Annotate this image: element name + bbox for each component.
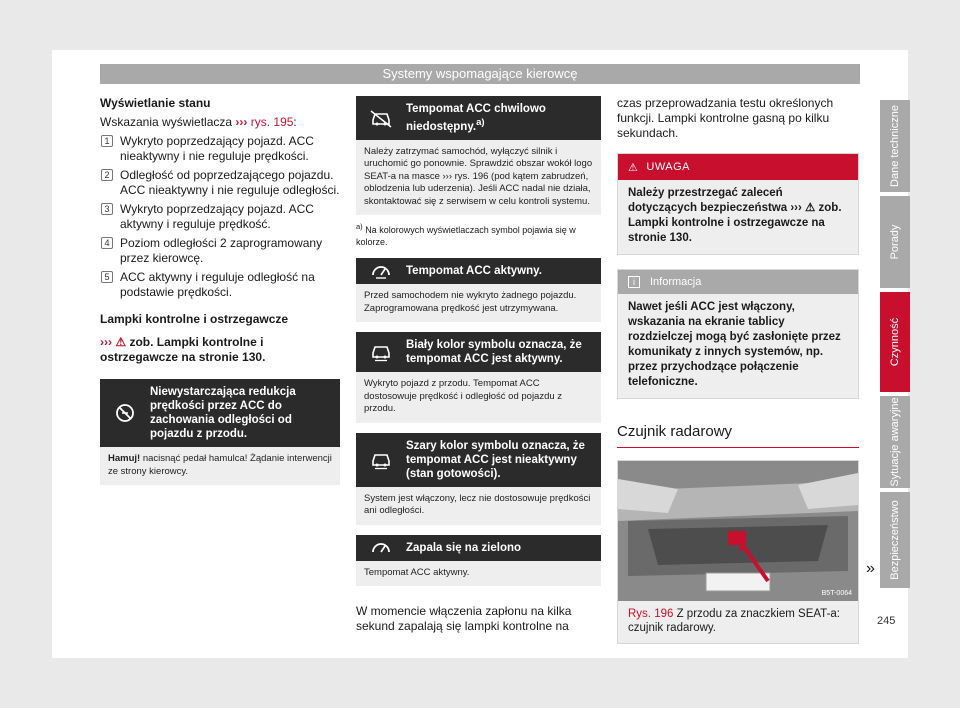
warning-triangle-icon: ⚠ [628,161,639,174]
figure-caption: Rys. 196 Z przodu za znaczkiem SEAT-a: czujnik radarowy. [628,608,840,634]
list-item: 4 Poziom odległości 2 zaprogramowany przez kierowcę. [100,236,340,266]
indicator-header [356,332,601,372]
list-item: 5 ACC aktywny i reguluje odległość na podstawie prędkości. [100,270,340,300]
info-box [617,269,859,399]
indicator-body: Wykryto pojazd z przodu. Tempomat ACC dostosowuje prędkość i odległość od pojazdu z przodu. [364,378,563,415]
info-text: Nawet jeśli ACC jest włączony, wskazania na ekranie tablicy rozdzielczej mogą być zasłonięte przez komunikaty z innych systemów, np. przez przychodzące połączenie telefoniczne. [618,294,858,398]
lamps-heading: Lampki kontrolne i ostrzegawcze [100,312,289,326]
page-header: Systemy wspomagające kierowcę [100,64,860,84]
column-2 [356,96,601,634]
info-header: i Informacja [618,270,858,294]
item-number: 3 [101,203,113,215]
xref-arrows: ››› [235,115,248,129]
list-item: 1 Wykryto poprzedzający pojazd. ACC nieaktywny i nie reguluje prędkości. [100,134,340,164]
indicator-box-acc-active [356,258,601,322]
indicator-box-gray [356,433,601,525]
indicator-title: Niewystarczająca redukcja prędkości przez ACC do zachowania odległości od pojazdu z przodu. [150,386,296,440]
indicator-title: Biały kolor symbolu oznacza, że tempomat ACC jest aktywny. [406,339,582,366]
acc-speedometer-green-icon [356,539,406,557]
indicator-title: Tempomat ACC chwilowo niedostępny.$^{a)}$ [406,103,546,133]
continued-text: czas przeprowadzania testu określonych funkcji. Lampki kontrolne gasną po kilku sekundach. [617,96,834,140]
indicator-title: Szary kolor symbolu oznacza, że tempomat ACC jest nieaktywny (stan gotowości). [406,439,585,480]
warning-box [617,153,859,255]
indicator-title: Tempomat ACC aktywny. [406,265,542,278]
acc-car-ahead-icon [356,342,406,362]
indicator-box-green [356,535,601,587]
page-number: 245 [877,615,896,627]
indicator-body: Hamuj! nacisnąć pedał hamulca! Żądanie interwencji ze strony kierowcy. [108,453,332,477]
figure-link[interactable]: rys. 195 [250,115,294,129]
column-1 [100,96,340,485]
lamps-reference[interactable]: ››› ⚠ zob. Lampki kontrolne i ostrzegawcze na stronie 130. [100,335,266,364]
item-number: 2 [101,169,113,181]
indicator-body: Przed samochodem nie wykryto żadnego pojazdu. Zaprogramowana prędkość jest utrzymywana. [364,290,577,314]
warning-text: Należy przestrzegać zaleceń dotyczących bezpieczeństwa ››› ⚠ zob. Lampki kontrolne i ostrzegawcze na stronie 130. [618,180,858,254]
figure-radar-sensor [617,460,859,644]
info-icon: i [628,276,640,288]
tab-porady[interactable]: Porady [880,196,910,288]
continue-mark: » [866,560,875,577]
footnote: $^{a)}$ Na kolorowych wyświetlaczach symbol pojawia się w kolorze. [356,222,576,248]
tab-dane-techniczne[interactable]: Dane techniczne [880,100,910,192]
indicator-body: Tempomat ACC aktywny. [364,566,470,578]
column-3 [617,96,859,644]
indicator-body: System jest włączony, lecz nie dostosowuje prędkości ani odległości. [364,492,591,517]
tab-sytuacje-awaryjne[interactable]: Sytuacje awaryjne [880,396,910,488]
acc-car-fault-icon [356,108,406,128]
figure-code: B5T-0064 [821,590,852,597]
indicator-header [100,379,340,447]
acc-car-standby-icon [356,450,406,470]
indicator-header [356,535,601,561]
indicator-body: Należy zatrzymać samochód, wyłączyć silnik i uruchomić go ponownie. Sprawdzić obszar wokół logo SEAT-a na masce ››› rys. 196 (pod kątem zabrudzeń, oblodzenia lub uderzenia). Jeśli ACC nadal nie działa, skontaktować się z serwisem w celu kontroli systemu. [364,145,593,207]
indicator-box-brake [100,379,340,485]
status-intro: Wskazania wyświetlacza ››› rys. 195: [100,115,297,129]
tab-bezpieczenstwo[interactable]: Bezpieczeństwo [880,492,910,588]
indicator-title: Zapala się na zielono [406,541,522,554]
side-tabs [880,100,910,592]
indicator-box-unavailable [356,96,601,215]
indicator-header [356,96,601,140]
acc-speedometer-icon [356,262,406,280]
ignition-text: W momencie włączenia zapłonu na kilka sekund zapalają się lampki kontrolne na [356,604,572,634]
warning-header: ⚠ UWAGA [618,154,858,180]
item-number: 5 [101,271,113,283]
indicator-box-white [356,332,601,423]
warning-triangle-icon: ⚠ [115,335,127,349]
section-title: Czujnik radarowy [617,423,859,448]
indicator-header [356,258,601,284]
car-front-image [618,461,858,601]
list-item: 2 Odległość od poprzedzającego pojazdu. ACC nieaktywny i nie reguluje odległości. [100,168,340,198]
list-item: 3 Wykryto poprzedzający pojazd. ACC aktywny i reguluje prędkość. [100,202,340,232]
status-heading: Wyświetlanie stanu [100,96,211,110]
item-number: 1 [101,135,113,147]
tab-czynnosc[interactable]: Czynność [880,292,910,392]
acc-brake-icon [100,402,150,424]
item-number: 4 [101,237,113,249]
indicator-header [356,433,601,487]
